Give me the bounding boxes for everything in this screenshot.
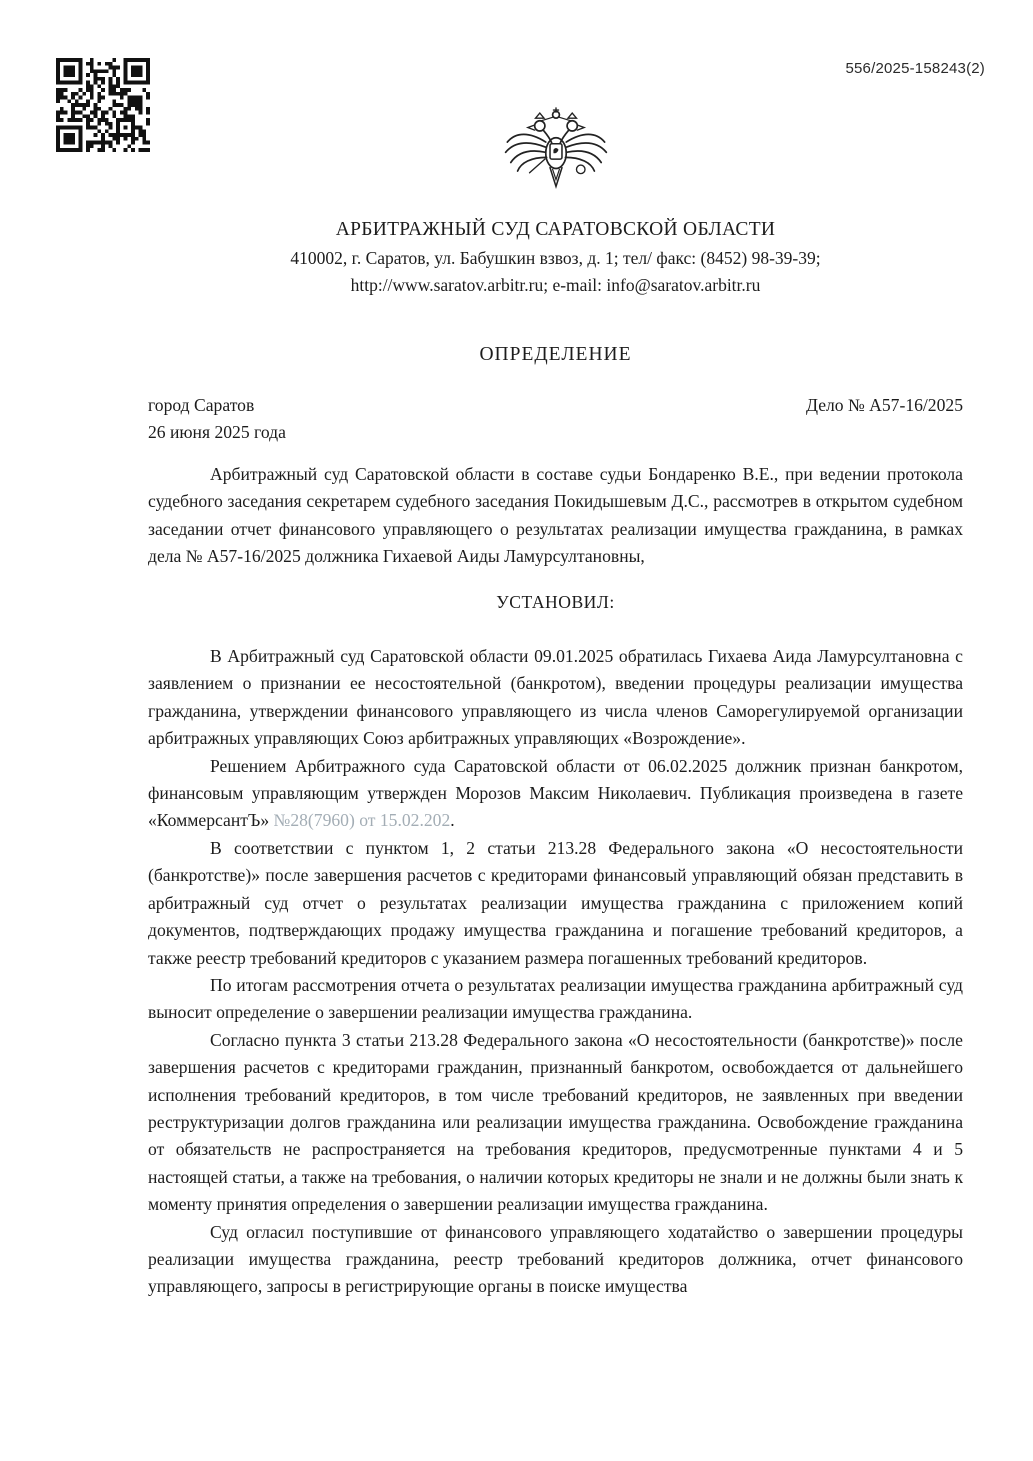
qr-code-icon bbox=[56, 58, 150, 152]
intro-paragraph: Арбитражный суд Саратовской области в составе судьи Бондаренко В.Е., при ведении протокола судебного заседания секретарем судебного заседания Покидышевым Д.С., рассмотрев в открытом судебном заседании отчет финансового управляющего о результатах реализации имущества гражданина, в рамках дела № А57-16/2025 должника Гихаевой Аиды Ламурсултановны, bbox=[148, 464, 963, 567]
case-number: Дело № А57-16/2025 bbox=[805, 395, 963, 415]
paragraph: В соответствии с пунктом 1, 2 статьи 213.28 Федерального закона «О несостоятельности (банкротстве)» после завершения расчетов с кредиторами финансовый управляющий обязан представить в арбитражный суд отчет о результатах реализации имущества гражданина с приложением копий документов, подтверждающих продажу имущества гражданина и погашение требований кредиторов, а также реестр требований кредиторов с указанием размера погашенных требований кредиторов. bbox=[148, 837, 963, 968]
document-body bbox=[148, 461, 963, 1301]
document-title: ОПРЕДЕЛЕНИЕ bbox=[479, 344, 632, 365]
court-address: 410002, г. Саратов, ул. Бабушкин взвоз, д. 1; тел/ факс: (8452) 98-39-39; bbox=[290, 248, 821, 268]
court-contacts: http://www.saratov.arbitr.ru; e-mail: info@saratov.arbitr.ru bbox=[350, 275, 761, 295]
paragraph: По итогам рассмотрения отчета о результатах реализации имущества гражданина арбитражный суд выносит определение о завершении реализации имущества гражданина. bbox=[148, 974, 963, 1023]
body-paragraphs bbox=[148, 643, 963, 1301]
coat-of-arms-icon bbox=[148, 106, 963, 207]
document-meta-row bbox=[148, 395, 963, 416]
resolution-heading: УСТАНОВИЛ: bbox=[496, 591, 615, 612]
paragraph: Решением Арбитражного суда Саратовской области от 06.02.2025 должник признан банкротом, финансовым управляющим утвержден Морозов Максим Николаевич. Публикация произведена в газете «КоммерсантЪ» №28(7960) от 15.02.202. bbox=[148, 755, 963, 831]
paragraph: Суд огласил поступившие от финансового управляющего ходатайство о завершении процедуры реализации имущества гражданина, реестр требований кредиторов должника, отчет финансового управляющего, запросы в регистрирующие органы в поиске имущества bbox=[148, 1221, 963, 1297]
case-reference: 556/2025-158243(2) bbox=[845, 60, 985, 77]
document-city: город Саратов bbox=[148, 395, 255, 415]
document-date: 26 июня 2025 года bbox=[148, 422, 286, 442]
court-name: АРБИТРАЖНЫЙ СУД САРАТОВСКОЙ ОБЛАСТИ bbox=[335, 219, 776, 240]
paragraph: Согласно пункта 3 статьи 213.28 Федерального закона «О несостоятельности (банкротстве)» после завершения расчетов с кредиторами гражданин, признанный банкротом, освобождается от дальнейшего исполнения требований кредиторов, в том числе требований кредиторов, не заявленных при введении реструктуризации долгов гражданина или реализации имущества гражданина. Освобождение гражданина от обязательств не распространяется на требования кредиторов, предусмотренные пунктами 4 и 5 настоящей статьи, а также на требования, о наличии которых кредиторы не знали и не должны были знать к моменту принятия определения о завершении реализации имущества гражданина. bbox=[148, 1029, 963, 1215]
paragraph: В Арбитражный суд Саратовской области 09.01.2025 обратилась Гихаева Аида Ламурсултановна с заявлением о признании ее несостоятельной (банкротом), введении процедуры реализации имущества гражданина, утверждении финансового управляющего из числа членов Саморегулируемой организации арбитражных управляющих Союз арбитражных управляющих «Возрождение». bbox=[148, 646, 963, 749]
